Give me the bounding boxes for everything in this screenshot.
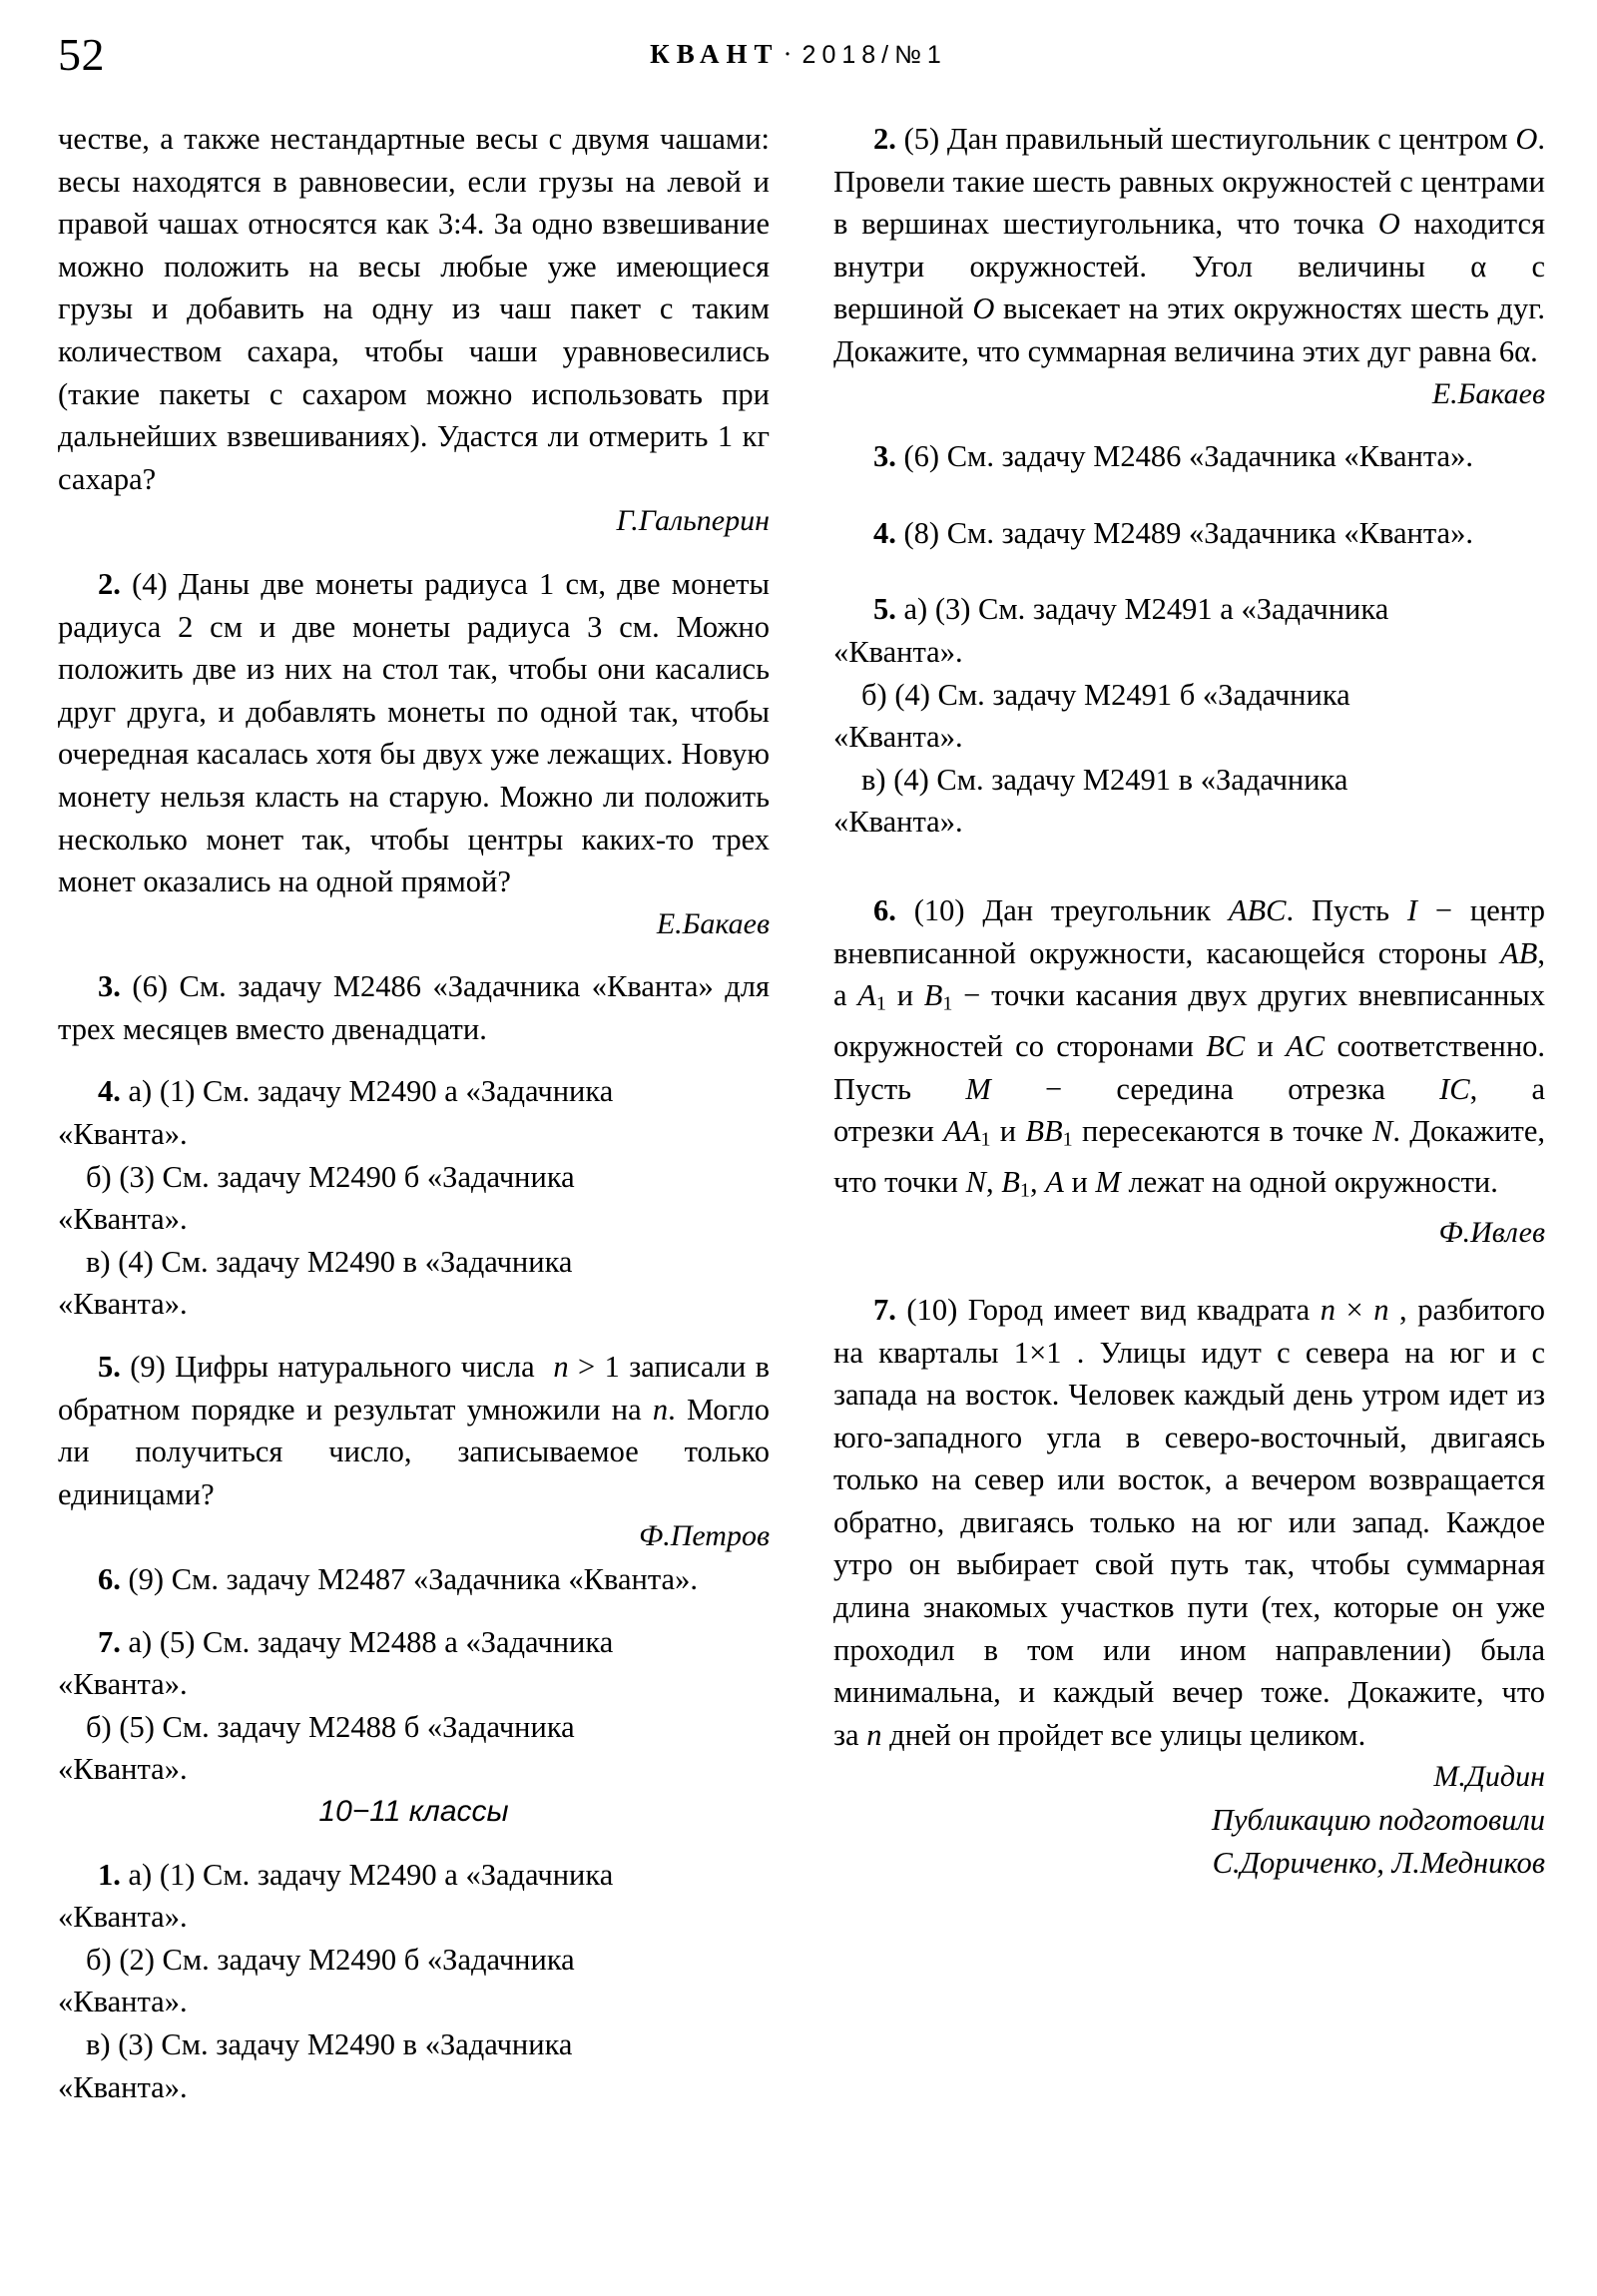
math-point-m: M [1095, 1165, 1121, 1200]
problem-body-cont: «Кванта». [58, 1900, 188, 1935]
two-column-body [58, 118, 1545, 2264]
problem-body-cont: . Улицы идут с севера на юг и с запада на восток. Человек каждый день утром идет из юго-западного угла в северо-восточный, двигаясь только на север или восток, а вечером возвращается обратно, двигаясь только на юг или запад. Каждое утро он выбирает свой путь так, чтобы суммарная длина знакомых участков пути (тех, которые он уже проходил в том или ином направлении) была минимальна, и каждый вечер тоже. Докажите, что за [833, 1335, 1545, 1752]
problem-body-end: . [1530, 333, 1538, 368]
problem-7a [58, 1621, 770, 1706]
problem-body-cont: − точки касания двух других вневписанных окружностей со сторонами [833, 978, 1546, 1064]
journal-issue: 2018/№1 [801, 41, 947, 69]
problem-body: Цифры натурального числа [175, 1350, 535, 1385]
math-point-b1: $B_1$ [1001, 1165, 1030, 1202]
problem-points: (8) [903, 515, 940, 550]
publication-credit-line-1: Публикацию подготовили [1211, 1803, 1545, 1838]
problem-body-cont: , а отрезки [833, 1071, 1546, 1149]
problem-5 [58, 1346, 770, 1515]
math-variable-n: n [1320, 1292, 1335, 1327]
problem-body-cont: «Кванта». [58, 1202, 188, 1237]
problem-body-cont: «Кванта». [58, 1752, 188, 1787]
problem-number: 6. [98, 1562, 121, 1596]
math-segment-bb1: $BB_1$ [1025, 1114, 1073, 1151]
problem-subitem: б) [86, 1709, 112, 1744]
problem-body: Дан правильный шестиугольник с центром [946, 122, 1508, 156]
journal-name: КВАНТ [650, 39, 780, 69]
math-point-n: N [1371, 1114, 1393, 1149]
problem-body-end: дней он пройдет все улицы целиком. [889, 1717, 1366, 1752]
problem-body-cont: соответственно. Пусть [833, 1029, 1546, 1106]
problem-subitem: в) [86, 2026, 111, 2061]
problem-number: 1. [98, 1857, 121, 1892]
problem-4a [58, 1070, 770, 1155]
problem-3 [58, 965, 770, 1050]
problem-body: См. задачу М2491 б «Задачника [937, 677, 1350, 712]
problem-body: См. задачу М2488 а «Задачника [203, 1624, 614, 1659]
problem-number: 3. [873, 439, 896, 474]
problem-body-cont: и [999, 1114, 1017, 1149]
problem-body-cont: «Кванта». [58, 1287, 188, 1322]
math-point-b1: $B_1$ [923, 978, 953, 1015]
problem-points: (2) [119, 1942, 155, 1977]
math-segment-aa1: $AA_1$ [943, 1114, 991, 1151]
author-attribution: Ф.Петров [639, 1519, 770, 1553]
problem-body-cont: «Кванта». [58, 2069, 188, 2104]
problem-points: (9) [128, 1562, 165, 1596]
problem-c1v [58, 2023, 770, 2108]
problem-r5v [833, 759, 1545, 844]
problem-points: (3) [934, 592, 971, 627]
problem-body-cont: и [1071, 1165, 1088, 1200]
math-symbol-times: × [1029, 1335, 1047, 1370]
problem-body: Даны две монеты радиуса 1 см, две монеты радиуса 2 см и две монеты радиуса 3 см. Можно положить две из них на стол так, чтобы они касались друг друга, и добавлять монеты по одной так, чтобы очередная касалась хотя бы двух уже лежащих. Новую монету нельзя класть на старую. Можно ли положить несколько монет так, чтобы центры каких-то трех монет оказались на одной прямой? [58, 566, 771, 899]
math-segment-ic: IC [1439, 1071, 1470, 1106]
problem-body-end: . Могло ли получиться число, записываемое только единицами? [58, 1392, 770, 1511]
problem-body: См. задачу М2490 а «Задачника [203, 1857, 614, 1892]
problem-points: (3) [119, 1159, 155, 1194]
problem-body: См. задачу М2486 «Задачника «Кванта» для трех месяцев вместо двенадцати. [58, 969, 771, 1046]
problem-body: См. задачу М2486 «Задачника «Кванта». [946, 439, 1473, 474]
problem-body: См. задачу М2487 «Задачника «Кванта». [171, 1562, 698, 1596]
problem-number: 6. [873, 892, 896, 927]
math-symbol-alpha: α [1470, 249, 1487, 284]
problem-body: См. задачу М2489 «Задачника «Кванта». [946, 515, 1473, 550]
problem-r5b [833, 674, 1545, 759]
problem-r3 [833, 435, 1545, 478]
problem-number: 3. [98, 969, 121, 1004]
problem-body: См. задачу М2490 а «Задачника [203, 1074, 614, 1109]
problem-r5a [833, 588, 1545, 673]
problem-points: (5) [119, 1709, 155, 1744]
problem-body: Город имеет вид квадрата [967, 1292, 1311, 1327]
problem-c1a [58, 1854, 770, 1939]
problem-subitem: б) [86, 1159, 112, 1194]
problem-body-cont: − середина отрезка [1044, 1071, 1385, 1106]
problem-number: 2. [98, 566, 121, 601]
problem-points: (4) [132, 566, 168, 601]
problem-body-cont: > 1 записали в обратном порядке и результат умножили на [58, 1350, 771, 1427]
problem-body-end: лежат на одной окружности. [1128, 1165, 1498, 1200]
problem-subitem: а) [128, 1074, 153, 1109]
problem-4b [58, 1156, 770, 1241]
problem-body-cont: «Кванта». [58, 1117, 188, 1152]
problem-body-cont: − центр вневписанной окружности, касающейся стороны [833, 892, 1546, 970]
problem-points: (5) [159, 1624, 196, 1659]
problem-body-cont: . Пусть [1286, 892, 1390, 927]
math-variable-o: O [1377, 207, 1400, 242]
problem-points: (1) [159, 1857, 196, 1892]
problem-body-cont: и [1257, 1029, 1274, 1064]
problem-body: См. задачу М2488 б «Задачника [162, 1709, 575, 1744]
problem-body-cont: «Кванта». [58, 1667, 188, 1702]
left-column [58, 118, 770, 2108]
problem-subitem: а) [903, 592, 928, 627]
problem-r7 [833, 1289, 1545, 1757]
paragraph-continued: честве, а также нестандартные весы с двумя чашами: весы находятся в равновесии, если грузы на левой и правой чашах относятся как 3:4. За одно взвешивание можно положить на весы любые уже имеющиеся грузы и добавить на одну из чаш пакет с таким количеством сахара, чтобы чаши уравновесились (такие пакеты с сахаром можно использовать при дальнейших взвешиваниях). Удастся ли отмерить 1 кг сахара? [58, 122, 770, 496]
math-variable-n: n [866, 1717, 882, 1752]
problem-body-cont: высекает на этих окружностях шесть дуг. Докажите, что суммарная величина этих дуг равна 6 [833, 291, 1545, 368]
author-attribution: Ф.Ивлев [1438, 1216, 1545, 1250]
problem-body-cont: , [985, 1165, 994, 1200]
problem-7b [58, 1706, 770, 1791]
math-variable-o: O [1515, 122, 1538, 156]
problem-body-cont: и [896, 978, 914, 1013]
math-variable-o: O [972, 291, 995, 326]
page-number: 52 [58, 29, 105, 80]
problem-r2 [833, 118, 1545, 373]
math-variable-n: n [1373, 1292, 1389, 1327]
problem-body: Дан треугольник [982, 892, 1212, 927]
problem-number: 2. [873, 122, 896, 156]
math-point-a: A [1045, 1165, 1064, 1200]
problem-6 [58, 1558, 770, 1601]
right-column [833, 118, 1545, 1885]
author-attribution: Е.Бакаев [656, 906, 770, 940]
author-attribution: Г.Гальперин [616, 504, 770, 538]
problem-body-cont: . Докажите, что точки [833, 1114, 1546, 1200]
problem-points: (10) [906, 1292, 958, 1327]
problem-points: (4) [894, 677, 930, 712]
problem-subitem: а) [128, 1624, 153, 1659]
math-segment-ac: AC [1286, 1029, 1326, 1064]
problem-body-cont: «Кванта». [58, 1985, 188, 2019]
class-section-heading: 10−11 классы [318, 1794, 509, 1828]
problem-body: См. задачу М2490 в «Задачника [161, 2026, 573, 2061]
problem-body-cont: . Провели такие шесть равных окружностей с центрами в вершинах шестиугольника, что точка [833, 122, 1546, 242]
problem-points: (4) [118, 1244, 154, 1279]
math-triangle-abc: ABC [1228, 892, 1287, 927]
author-attribution: Е.Бакаев [1431, 376, 1545, 410]
math-symbol-alpha: α [1514, 333, 1531, 368]
problem-body: См. задачу М2490 в «Задачника [161, 1244, 573, 1279]
author-attribution: М.Дидин [1433, 1760, 1545, 1794]
math-segment-ab: AB [1500, 935, 1538, 970]
math-point-a1: $A_1$ [857, 978, 886, 1015]
publication-credit-line-2: С.Дориченко, Л.Медников [1212, 1846, 1545, 1881]
journal-separator: · [783, 39, 798, 69]
problem-number: 7. [98, 1624, 121, 1659]
math-segment-bc: BC [1206, 1029, 1246, 1064]
problem-body-cont: , [1029, 1165, 1038, 1200]
problem-body: См. задачу М2491 в «Задачника [936, 762, 1348, 797]
problem-number: 5. [98, 1350, 121, 1385]
problem-body: См. задачу М2491 а «Задачника [978, 592, 1389, 627]
problem-2 [58, 563, 770, 903]
problem-r4 [833, 512, 1545, 555]
math-variable-n: n [553, 1350, 569, 1385]
problem-points: (10) [913, 892, 965, 927]
problem-subitem: б) [861, 677, 887, 712]
problem-body: См. задачу М2490 б «Задачника [162, 1942, 575, 1977]
math-number-one: 1 [1046, 1335, 1062, 1370]
problem-body-cont: «Кванта». [833, 805, 963, 840]
problem-subitem: б) [86, 1942, 112, 1977]
problem-points: (6) [132, 969, 168, 1004]
problem-body-cont: пересекаются в точке [1082, 1114, 1363, 1149]
math-point-m: M [965, 1071, 991, 1106]
problem-body-cont: , разбитого на кварталы 1 [833, 1292, 1546, 1370]
running-head [58, 28, 1539, 84]
problem-subitem: в) [86, 1244, 111, 1279]
problem-points: (4) [893, 762, 929, 797]
problem-subitem: а) [128, 1857, 153, 1892]
problem-subitem: в) [861, 762, 886, 797]
problem-c1b [58, 1939, 770, 2023]
problem-body-cont: с вершиной [833, 249, 1546, 326]
problem-points: (9) [130, 1350, 166, 1385]
problem-body-cont: «Кванта». [833, 634, 963, 669]
problem-number: 5. [873, 592, 896, 627]
problem-points: (5) [903, 122, 940, 156]
math-point-n: N [965, 1165, 986, 1200]
math-symbol-times: × [1345, 1292, 1363, 1327]
problem-number: 7. [873, 1292, 896, 1327]
math-variable-n: n [652, 1392, 669, 1427]
problem-body-cont: находится внутри окружностей. Угол величины [833, 207, 1546, 284]
problem-body: См. задачу М2490 б «Задачника [162, 1159, 575, 1194]
problem-points: (3) [118, 2026, 154, 2061]
problem-4v [58, 1241, 770, 1326]
problem-number: 4. [873, 515, 896, 550]
problem-number: 4. [98, 1074, 121, 1109]
problem-points: (1) [159, 1074, 196, 1109]
problem-points: (6) [903, 439, 940, 474]
problem-body-cont: «Кванта». [833, 720, 963, 755]
math-variable-i: I [1406, 892, 1418, 927]
problem-body-cont: , а [833, 935, 1545, 1013]
journal-title-line [58, 36, 1539, 73]
problem-r6 [833, 889, 1545, 1212]
